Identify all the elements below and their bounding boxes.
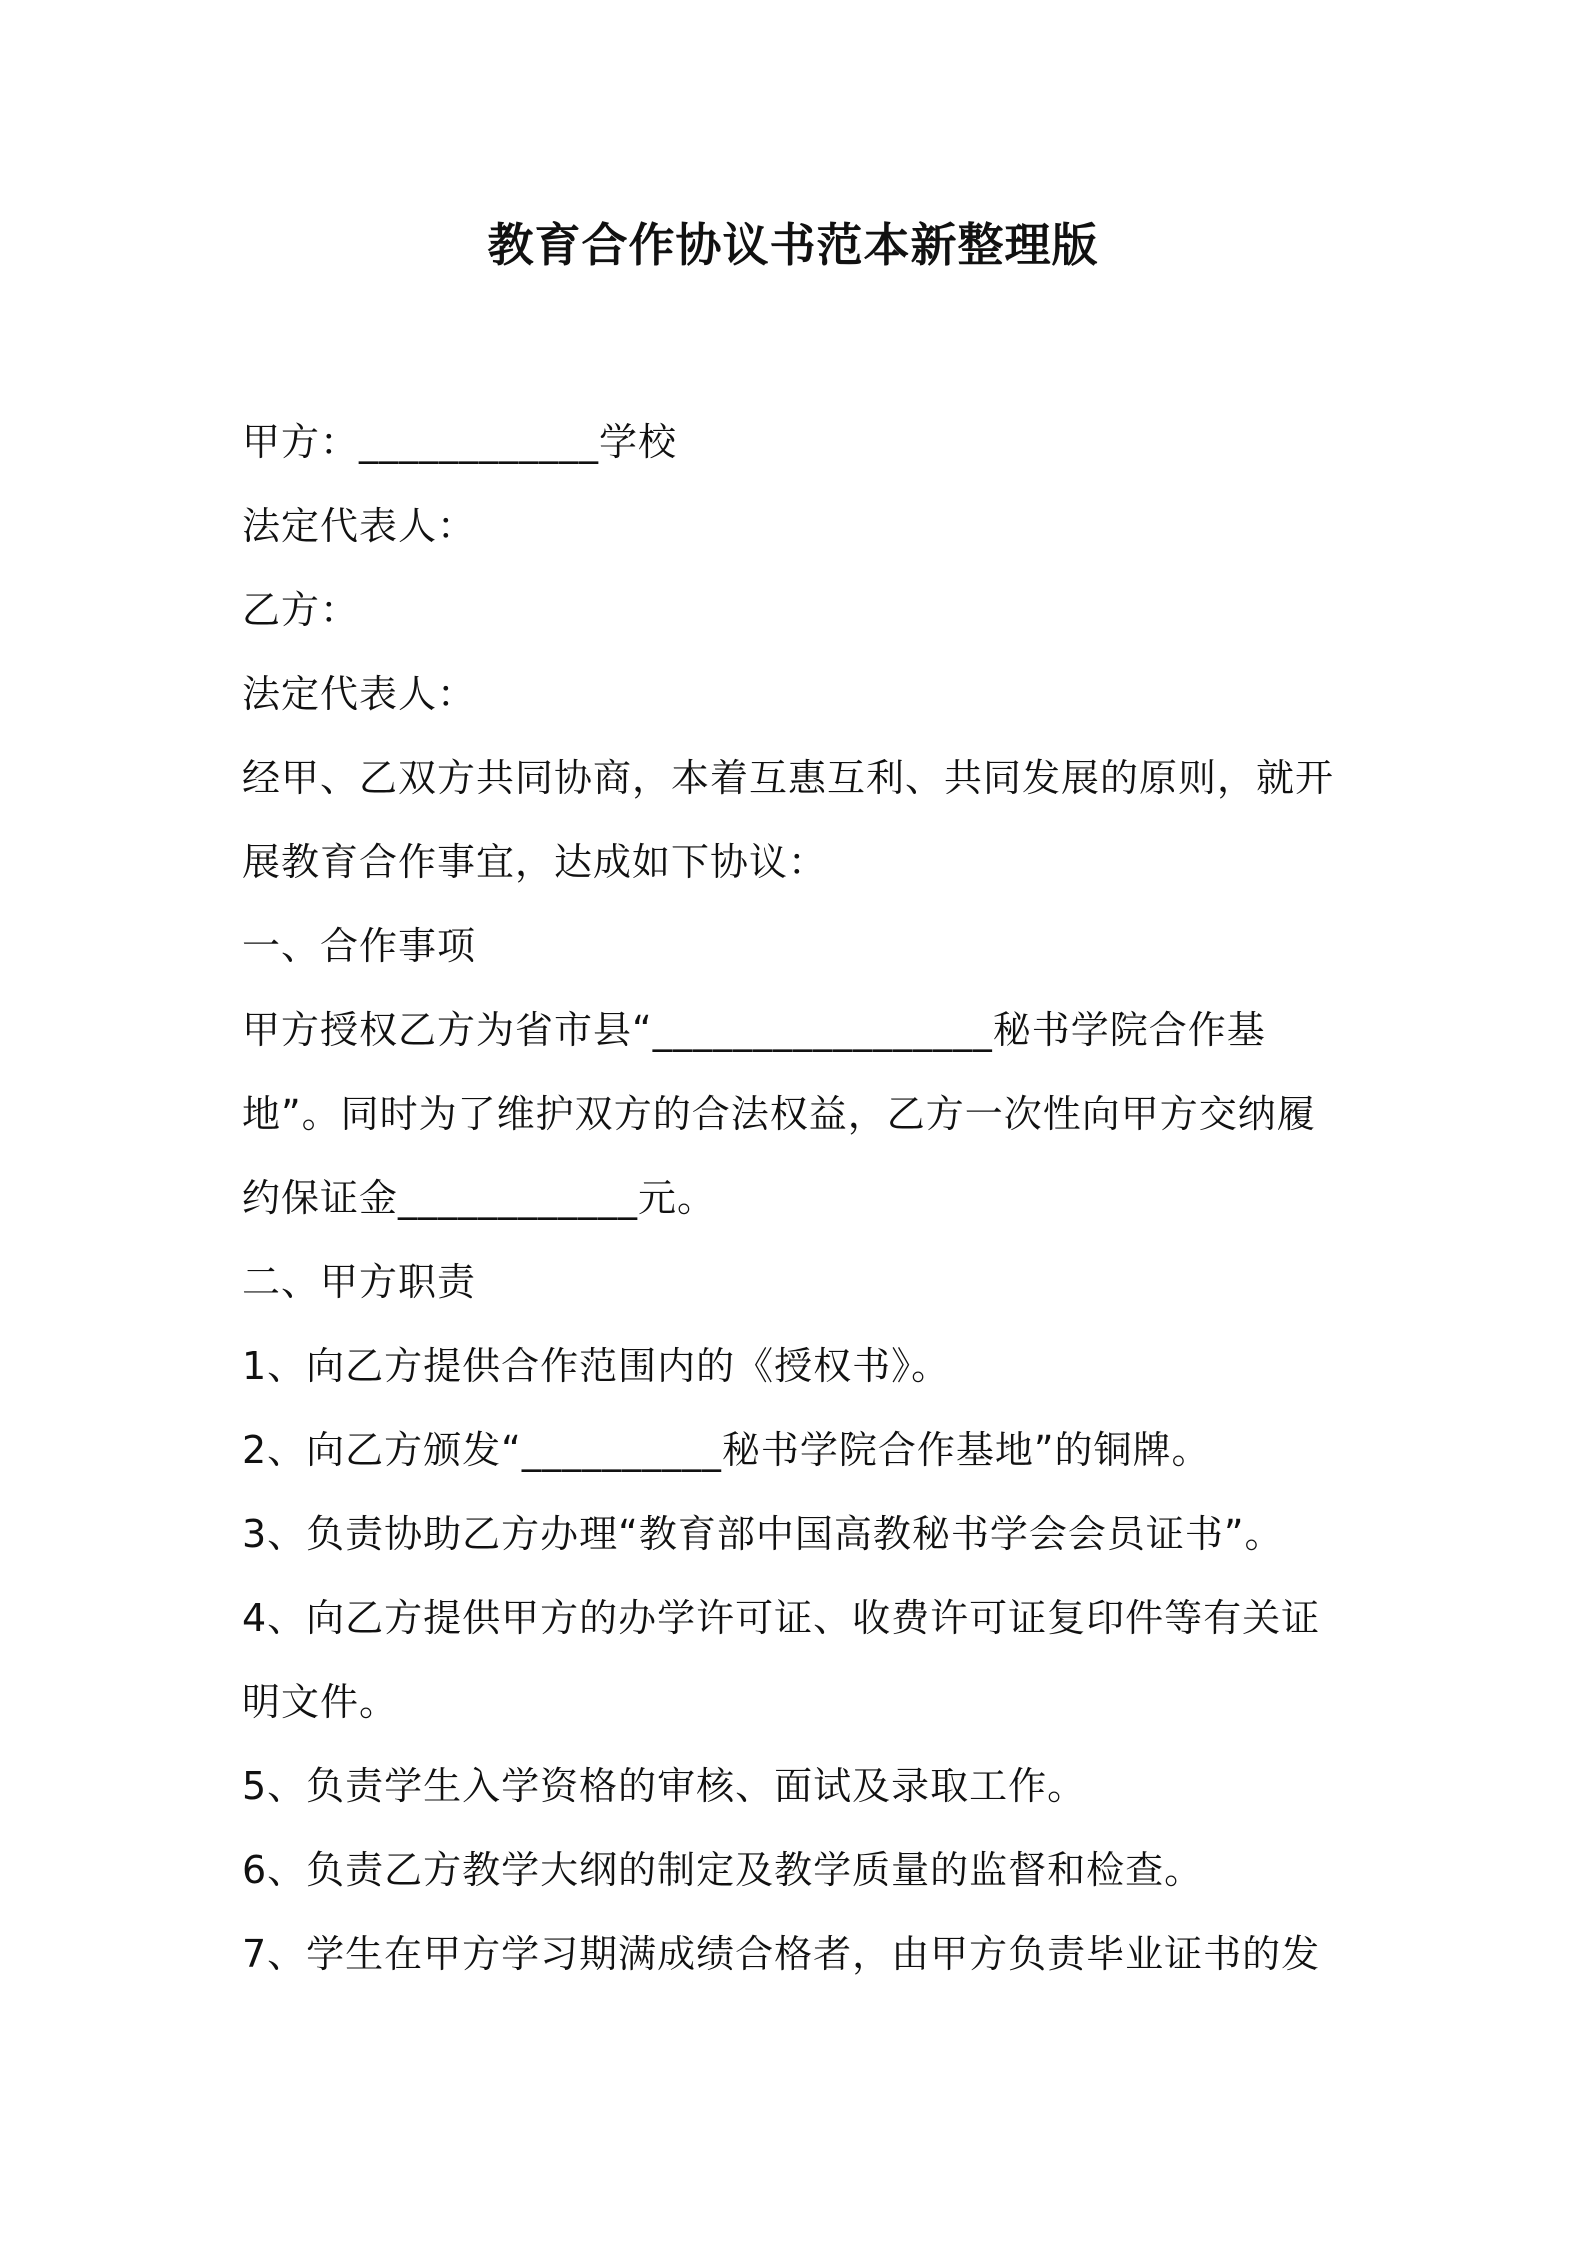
preamble-line-1: 经甲、乙双方共同协商，本着互惠互利、共同发展的原则，就开 xyxy=(242,756,1335,800)
duty-item-2: 2、向乙方颁发“__________秘书学院合作基地”的铜牌。 xyxy=(242,1428,1211,1472)
party-a-line: 甲方：____________学校 xyxy=(242,420,678,464)
cooperation-paragraph-line-3: 约保证金____________元。 xyxy=(242,1176,717,1220)
duty-item-7: 7、学生在甲方学习期满成绩合格者，由甲方负责毕业证书的发 xyxy=(242,1932,1321,1976)
duty-item-4-line-1: 4、向乙方提供甲方的办学许可证、收费许可证复印件等有关证 xyxy=(242,1596,1321,1640)
preamble-line-2: 展教育合作事宜，达成如下协议： xyxy=(242,840,828,884)
duty-item-1: 1、向乙方提供合作范围内的《授权书》。 xyxy=(242,1344,951,1388)
duty-item-3: 3、负责协助乙方办理“教育部中国高教秘书学会会员证书”。 xyxy=(242,1512,1284,1556)
cooperation-paragraph-line-1: 甲方授权乙方为省市县“_________________秘书学院合作基 xyxy=(242,1008,1266,1052)
section-heading-cooperation: 一、合作事项 xyxy=(242,924,477,968)
duty-item-5: 5、负责学生入学资格的审核、面试及录取工作。 xyxy=(242,1764,1087,1808)
party-b-line: 乙方： xyxy=(242,588,360,632)
cooperation-paragraph-line-2: 地”。同时为了维护双方的合法权益，乙方一次性向甲方交纳履 xyxy=(242,1092,1316,1136)
document-body xyxy=(242,400,1352,1996)
duty-item-4-line-2: 明文件。 xyxy=(242,1680,399,1724)
party-a-representative-line: 法定代表人： xyxy=(242,504,477,548)
section-heading-party-a-duties: 二、甲方职责 xyxy=(242,1260,477,1304)
document-title: 教育合作协议书范本新整理版 xyxy=(487,218,1099,272)
party-b-representative-line: 法定代表人： xyxy=(242,672,477,716)
duty-item-6: 6、负责乙方教学大纲的制定及教学质量的监督和检查。 xyxy=(242,1848,1204,1892)
